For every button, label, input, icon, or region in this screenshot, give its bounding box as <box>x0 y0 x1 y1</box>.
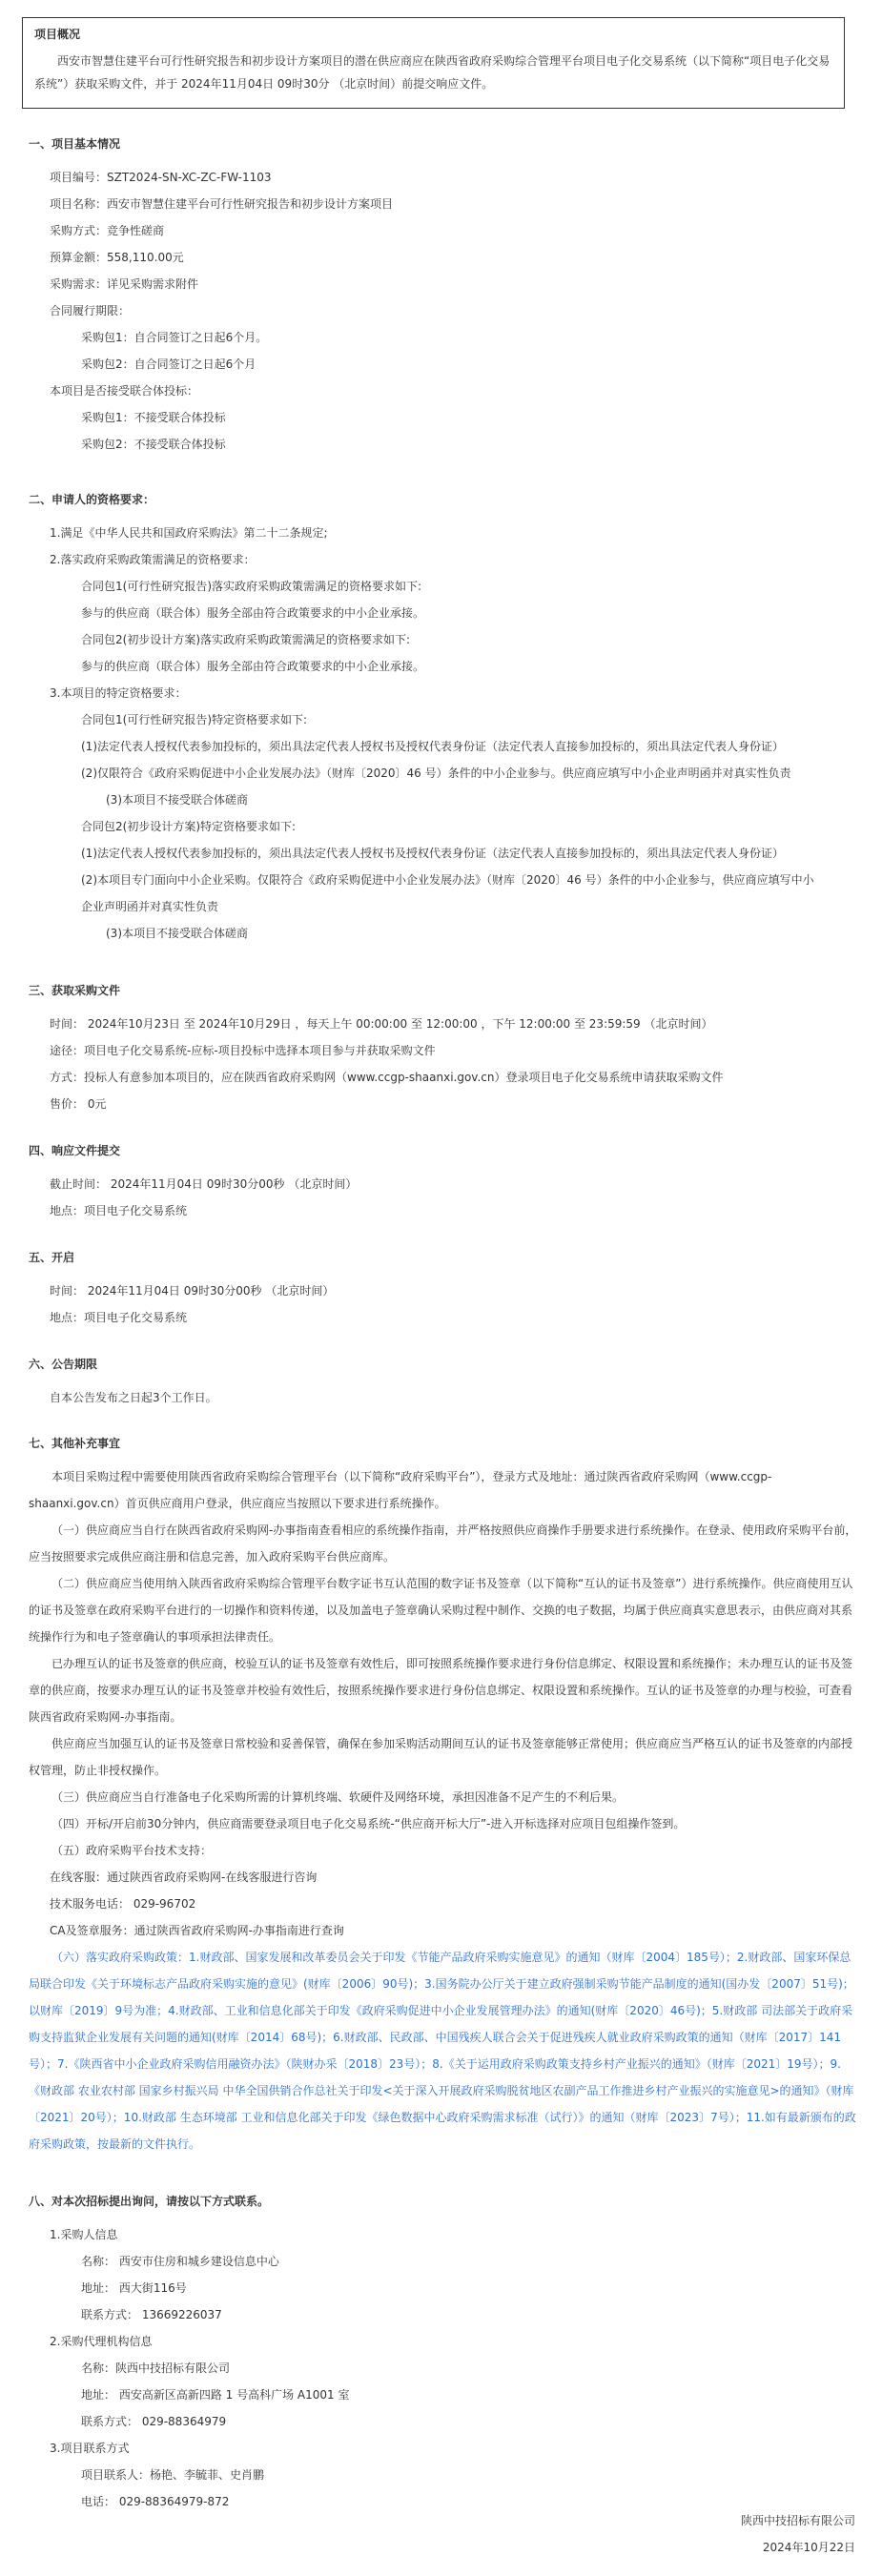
section-heading: 一、项目基本情况 <box>29 137 121 151</box>
signature-block <box>741 2507 855 2561</box>
package1-term: 采购包1：自合同签订之日起6个月。 <box>81 331 268 344</box>
section-contact <box>29 2191 858 2515</box>
list-item: 合同包1(可行性研究报告)特定资格要求如下: <box>81 713 308 726</box>
section-supplementary <box>29 1433 858 2157</box>
opening-place: 地点：项目电子化交易系统 <box>50 1311 188 1324</box>
notice-period-text: 自本公告发布之日起3个工作日。 <box>50 1391 217 1404</box>
paragraph: 供应商应当加强互认的证书及签章日常校验和妥善保管，确保在参加采购活动期间互认的证书及签章能够正常使用；供应商应当严格互认的证书及签章的内部授权管理，防止非授权操作。 <box>29 1737 853 1777</box>
obtain-method: 方式：投标人有意参加本项目的，应在陕西省政府采购网（www.ccgp-shaanxi.gov.cn）登录项目电子化交易系统申请获取采购文件 <box>50 1071 724 1084</box>
paragraph: （五）政府采购平台技术支持： <box>51 1844 213 1857</box>
list-item: 合同包1(可行性研究报告)落实政府采购政策需满足的资格要求如下: <box>81 580 422 593</box>
list-item: (1)法定代表人授权代表参加投标的，须出具法定代表人授权书及授权代表身份证（法定代表人直接参加投标的，须出具法定代表人身份证） <box>81 847 785 860</box>
paragraph: 已办理互认的证书及签章的供应商，校验互认的证书及签章有效性后，即可按照系统操作要求进行身份信息绑定、权限设置和系统操作；未办理互认的证书及签章的供应商，按要求办理互认的证书及签章并校验有效性后，按照系统操作要求进行身份信息绑定、权限设置和系统操作。互认的证书及签章的办理与校验，可查看陕西省政府采购网-办事指南。 <box>29 1657 853 1724</box>
contract-term-label: 合同履行期限： <box>50 304 131 317</box>
paragraph: （一）供应商应当自行在陕西省政府采购网-办事指南查看相应的系统操作指南，并严格按照供应商操作手册要求进行系统操作。在登录、使用政府采购平台前，应当按照要求完成供应商注册和信息完善，加入政府采购平台供应商库。 <box>29 1523 857 1564</box>
online-service: 在线客服：通过陕西省政府采购网-在线客服进行咨询 <box>50 1871 318 1884</box>
budget-amount: 预算金额：558,110.00元 <box>50 251 184 264</box>
list-item: 参与的供应商（联合体）服务全部由符合政策要求的中小企业承接。 <box>81 606 425 620</box>
section-submission <box>29 1140 858 1224</box>
paragraph: （三）供应商应当自行准备电子化采购所需的计算机终端、软硬件及网络环境，承担因准备不足产生的不利后果。 <box>51 1790 625 1804</box>
overview-text: 西安市智慧住建平台可行性研究报告和初步设计方案项目的潜在供应商应在陕西省政府采购综合管理平台项目电子化交易系统（以下简称“项目电子化交易系统”）获取采购文件，并于 2024年11月04日 09时30分 （北京时间）前提交响应文件。 <box>34 54 831 91</box>
contact-phone: 电话： 029-88364979-872 <box>81 2495 230 2508</box>
consortium-label: 本项目是否接受联合体投标： <box>50 384 199 398</box>
list-item: 参与的供应商（联合体）服务全部由符合政策要求的中小企业承接。 <box>81 660 425 673</box>
paragraph: 本项目采购过程中需要使用陕西省政府采购综合管理平台（以下简称“政府采购平台”），登录方式及地址：通过陕西省政府采购网（www.ccgp-shaanxi.gov.cn）首页供应商用户登录，供应商应当按照以下要求进行系统操作。 <box>29 1470 772 1510</box>
list-item: (3)本项目不接受联合体磋商 <box>106 793 248 807</box>
overview-title: 项目概况 <box>34 28 81 41</box>
list-item: 2.落实政府采购政策需满足的资格要求： <box>50 553 256 566</box>
list-item: (1)法定代表人授权代表参加投标的，须出具法定代表人授权书及授权代表身份证（法定代表人直接参加投标的，须出具法定代表人身份证） <box>81 740 785 753</box>
section-opening <box>29 1247 858 1331</box>
project-name: 项目名称：西安市智慧住建平台可行性研究报告和初步设计方案项目 <box>50 197 394 211</box>
contact-title: 3.项目联系方式 <box>50 2442 130 2455</box>
paragraph: （四）开标/开启前30分钟内，供应商需要登录项目电子化交易系统-“供应商开标大厅”-进入开标选择对应项目包组操作签到。 <box>51 1817 686 1830</box>
purchaser-name: 名称： 西安市住房和城乡建设信息中心 <box>81 2255 279 2268</box>
section-heading: 八、对本次招标提出询问，请按以下方式联系。 <box>29 2195 270 2208</box>
obtain-channel: 途径：项目电子化交易系统-应标-项目投标中选择本项目参与并获取采购文件 <box>50 1044 436 1057</box>
opening-time: 时间： 2024年11月04日 09时30分00秒 （北京时间） <box>50 1284 335 1298</box>
purchaser-address: 地址： 西大街116号 <box>81 2281 187 2295</box>
policy-paragraph: （六）落实政府采购政策：1.财政部、国家发展和改革委员会关于印发《节能产品政府采购实施意见》的通知（财库〔2004〕185号）；2.财政部、国家环保总局联合印发《关于环境标志产品政府采购实施的意见》(财库〔2006〕90号)；3.国务院办公厅关于建立政府强制采购节能产品制度的通知(国办发〔2007〕51号)；以财库〔2019〕9号为准；4.财政部、工业和信息化部关于印发《政府采购促进中小企业发展管理办法》的通知(财库〔2020〕46号)；5.财政部 司法部关于政府采购支持监狱企业发展有关问题的通知(财库〔2014〕68号)；6.财政部、民政部、中国残疾人联合会关于促进残疾人就业政府采购政策的通知（财库〔2017〕141号）；7.《陕西省中小企业政府采购信用融资办法》（陕财办采〔2018〕23号）；8.《关于运用政府采购政策支持乡村产业振兴的通知》（财库〔2021〕19号）；9.《财政部 农业农村部 国家乡村振兴局 中华全国供销合作总社关于印发<关于深入开展政府采购脱贫地区农副产品工作推进乡村产业振兴的实施意见>的通知》（财库〔2021〕20号）；10.财政部 生态环境部 工业和信息化部关于印发《绿色数据中心政府采购需求标准（试行）》的通知（财库〔2023〕7号）；11.如有最新颁布的政府采购政策，按最新的文件执行。 <box>29 1951 856 2151</box>
project-number: 项目编号：SZT2024-SN-XC-ZC-FW-1103 <box>50 171 272 184</box>
list-item: 企业声明函并对真实性负责 <box>81 900 219 913</box>
contact-persons: 项目联系人：杨艳、李毓菲、史肖鹏 <box>81 2468 265 2482</box>
package1-consortium: 采购包1：不接受联合体投标 <box>81 411 226 424</box>
list-item: 1.满足《中华人民共和国政府采购法》第二十二条规定; <box>50 526 328 540</box>
section-heading: 二、申请人的资格要求： <box>29 493 155 506</box>
procurement-requirement: 采购需求：详见采购需求附件 <box>50 277 199 291</box>
section-heading: 四、响应文件提交 <box>29 1144 121 1157</box>
obtain-time: 时间： 2024年10月23日 至 2024年10月29日 ，每天上午 00:00:00 至 12:00:00 ，下午 12:00:00 至 23:59:59 （北京时间） <box>50 1017 713 1031</box>
list-item: 合同包2(初步设计方案)特定资格要求如下: <box>81 820 297 833</box>
agency-name: 名称：陕西中技招标有限公司 <box>81 2361 231 2375</box>
section-qualification <box>29 489 858 947</box>
package2-term: 采购包2：自合同签订之日起6个月 <box>81 358 256 371</box>
section-basic-info <box>29 133 858 458</box>
agency-phone: 联系方式： 029-88364979 <box>81 2415 227 2428</box>
section-heading: 六、公告期限 <box>29 1358 98 1371</box>
list-item: 3.本项目的特定资格要求： <box>50 686 187 700</box>
section-notice-period <box>29 1354 858 1411</box>
agency-title: 2.采购代理机构信息 <box>50 2335 153 2348</box>
procurement-method: 采购方式：竞争性磋商 <box>50 224 165 237</box>
tech-support-phone: 技术服务电话： 029-96702 <box>50 1897 196 1911</box>
package2-consortium: 采购包2：不接受联合体投标 <box>81 438 226 451</box>
purchaser-title: 1.采购人信息 <box>50 2228 118 2241</box>
list-item: (2)本项目专门面向中小企业采购。仅限符合《政府采购促进中小企业发展办法》（财库〔2020〕46 号）条件的中小企业参与，供应商应填写中小 <box>81 873 814 887</box>
list-item: (2)仅限符合《政府采购促进中小企业发展办法》（财库〔2020〕46 号）条件的中小企业参与。供应商应填写中小企业声明函并对真实性负责 <box>81 767 791 780</box>
section-obtain-documents <box>29 980 858 1117</box>
signature-company: 陕西中技招标有限公司 <box>740 2514 855 2527</box>
document-price: 售价： 0元 <box>50 1097 107 1111</box>
list-item: (3)本项目不接受联合体磋商 <box>106 927 248 940</box>
section-heading: 五、开启 <box>29 1251 75 1264</box>
agency-address: 地址： 西安高新区高新四路 1 号高科广场 A1001 室 <box>81 2388 350 2402</box>
project-overview-box <box>22 17 845 109</box>
list-item: 合同包2(初步设计方案)落实政府采购政策需满足的资格要求如下: <box>81 633 411 646</box>
purchaser-phone: 联系方式： 13669226037 <box>81 2308 222 2321</box>
paragraph: （二）供应商应当使用纳入陕西省政府采购综合管理平台数字证书互认范围的数字证书及签章（以下简称“互认的证书及签章”）进行系统操作。供应商使用互认的证书及签章在政府采购平台进行的一切操作和资料传递，以及加盖电子签章确认采购过程中制作、交换的电子数据，均属于供应商真实意思表示，由供应商对其系统操作行为和电子签章确认的事项承担法律责任。 <box>29 1577 853 1644</box>
section-heading: 七、其他补充事宜 <box>29 1437 121 1450</box>
signature-date: 2024年10月22日 <box>762 2541 855 2554</box>
submission-place: 地点：项目电子化交易系统 <box>50 1204 188 1217</box>
submission-deadline: 截止时间： 2024年11月04日 09时30分00秒 （北京时间） <box>50 1177 358 1191</box>
section-heading: 三、获取采购文件 <box>29 984 121 997</box>
ca-service: CA及签章服务：通过陕西省政府采购网-办事指南进行查询 <box>50 1924 344 1937</box>
